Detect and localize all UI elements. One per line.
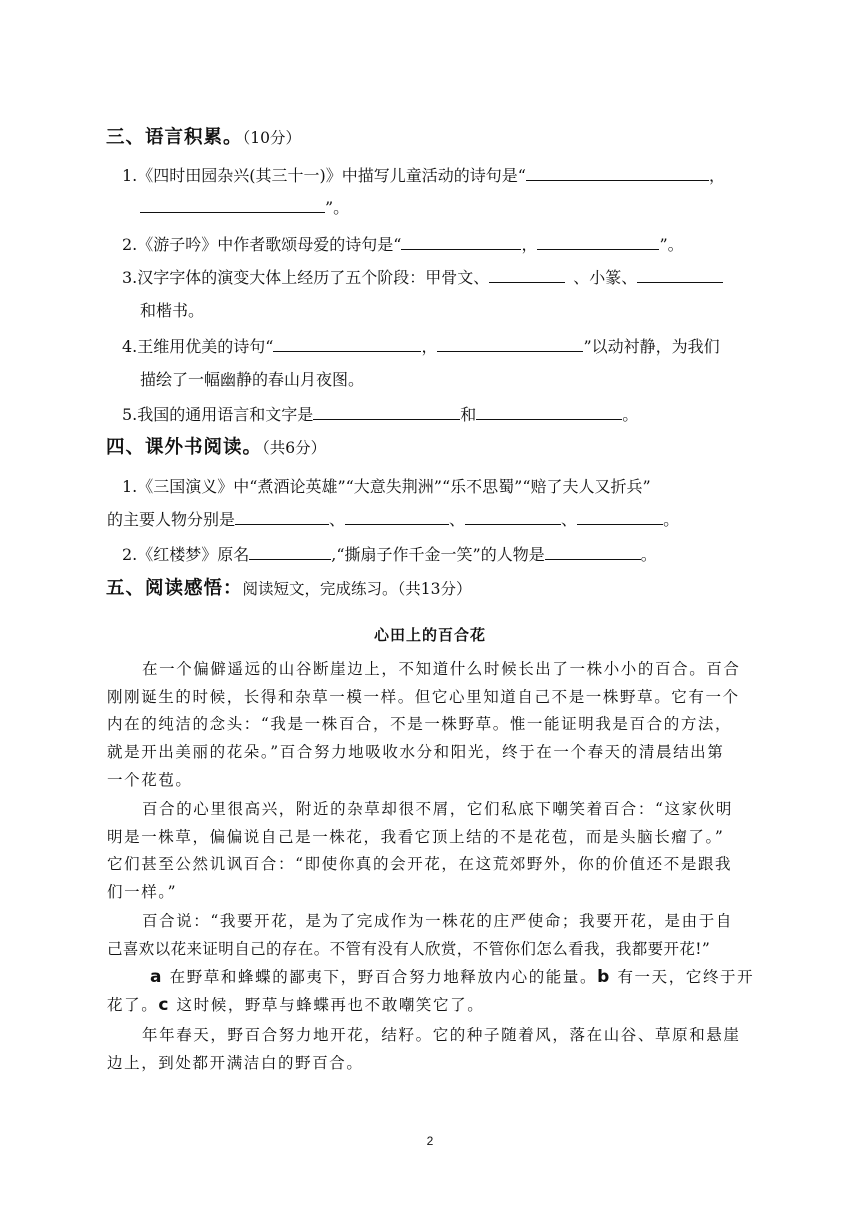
answer-blank[interactable] <box>313 404 460 420</box>
sec3-q1-line2 <box>140 197 349 219</box>
story-line: 百合的心里很高兴，附近的杂草却很不屑，它们私底下嘲笑着百合：“这家伙明 <box>142 800 733 818</box>
sec4-q1-line2 <box>107 509 679 531</box>
story-title: 心田上的百合花 <box>373 626 486 644</box>
sec3-q3-text: 3.汉字字体的演变大体上经历了五个阶段：甲骨文、 <box>122 268 490 287</box>
story-line: 它们甚至公然讥讽百合：“即使你真的会开花，在这荒郊野外，你的价值还不是跟我 <box>107 855 733 873</box>
punctuation: 。 <box>663 510 680 529</box>
answer-blank[interactable] <box>489 267 565 283</box>
sentence-marker-a: a <box>150 967 164 987</box>
sentence-marker-c: c <box>158 995 170 1015</box>
punctuation: ， <box>521 235 538 254</box>
punctuation: 、 <box>561 510 578 529</box>
answer-blank[interactable] <box>637 267 723 283</box>
story-line: 们一样。” <box>107 883 178 901</box>
section-3-heading <box>106 127 301 149</box>
answer-blank[interactable] <box>401 234 521 250</box>
answer-blank[interactable] <box>476 404 622 420</box>
punctuation: ”。 <box>325 198 350 217</box>
sec4-q1-text: 1.《三国演义》中“煮酒论英雄”“大意失荆洲”“乐不思蜀”“赔了夫人又折兵” <box>122 477 651 496</box>
section-5-heading <box>106 578 472 600</box>
answer-blank[interactable] <box>235 509 329 525</box>
story-line: 己喜欢以花来证明自己的存在。不管有没有人欣赏，不管你们怎么看我，我都要开花!” <box>107 940 711 958</box>
section-4-title: 四、课外书阅读。 <box>106 437 263 458</box>
sec3-q1-text: 1.《四时田园杂兴(其三十一)》中描写儿童活动的诗句是“ <box>122 166 526 185</box>
sentence-c: 这时候，野草与蜂蝶再也不敢嘲笑它了。 <box>176 996 485 1014</box>
sentence-b-end: 花了。 <box>107 996 159 1014</box>
punctuation: ， <box>708 166 725 185</box>
answer-blank[interactable] <box>465 509 561 525</box>
punctuation: 。 <box>640 545 657 564</box>
section-5-instructions: 阅读短文，完成练习。（共13分） <box>242 580 472 598</box>
story-line: 内在的纯洁的念头：“我是一株百合，不是一株野草。惟一能证明我是百合的方法， <box>107 715 733 733</box>
answer-blank[interactable] <box>545 544 641 560</box>
story-line: 百合说：“我要开花，是为了完成作为一株花的庄严使命；我要开花，是由于自 <box>142 912 733 930</box>
sec3-q2-text: 2.《游子吟》中作者歌颂母爱的诗句是“ <box>122 235 402 254</box>
answer-blank[interactable] <box>273 336 421 352</box>
sec3-q5-and: 和 <box>460 405 477 424</box>
sec3-q3-line1 <box>122 267 723 289</box>
answer-blank[interactable] <box>345 509 449 525</box>
page-number: 2 <box>426 1134 434 1148</box>
story-line: 年年春天，野百合努力地开花，结籽。它的种子随着风，落在山谷、草原和悬崖 <box>142 1026 741 1044</box>
story-line: 刚刚诞生的时候，长得和杂草一模一样。但它心里知道自己不是一株野草。它有一个 <box>107 688 740 706</box>
sentence-a: 在野草和蜂蝶的鄙夷下，野百合努力地释放内心的能量。 <box>169 968 598 986</box>
punctuation: 、 <box>329 510 346 529</box>
sentence-marker-b: b <box>597 967 611 987</box>
sec3-q4-tail: ”以动衬静，为我们 <box>583 337 720 356</box>
story-line: 明是一株草，偏偏说自己是一株花，我看它顶上结的不是花苞，而是头脑长瘤了。” <box>107 828 725 846</box>
answer-blank[interactable] <box>577 509 663 525</box>
story-line <box>150 966 754 988</box>
answer-blank[interactable] <box>249 544 331 560</box>
section-4-score: （共6分） <box>262 439 327 457</box>
punctuation: ”。 <box>659 235 684 254</box>
sec3-q4-line1 <box>122 336 720 358</box>
sec3-q4-end: 描绘了一幅幽静的春山月夜图。 <box>140 370 365 389</box>
story-line <box>107 994 484 1016</box>
sec3-q4-text: 4.王维用优美的诗句“ <box>122 337 274 356</box>
story-line: 在一个偏僻遥远的山谷断崖边上，不知道什么时候长出了一株小小的百合。百合 <box>142 660 741 678</box>
sec3-q4-line2 <box>140 369 364 391</box>
section-3-score: （10分） <box>242 129 301 147</box>
section-5-title: 五、阅读感悟： <box>106 578 243 599</box>
section-4-heading <box>106 437 326 459</box>
sec4-q2 <box>122 544 657 566</box>
punctuation: ， <box>421 337 438 356</box>
sec4-q2-mid: ,“撕扇子作千金一笑”的人物是 <box>331 545 545 564</box>
sec3-q3-mid: 、小篆、 <box>573 268 638 287</box>
answer-blank[interactable] <box>526 165 709 181</box>
answer-blank[interactable] <box>537 234 659 250</box>
sec4-q1-lead: 的主要人物分别是 <box>107 510 236 529</box>
sentence-b: 有一天，它终于开 <box>617 968 755 986</box>
sec4-q1-line1 <box>122 476 651 498</box>
sec3-q5 <box>122 404 638 426</box>
story-line: 一个花苞。 <box>107 771 193 789</box>
sec3-q5-text: 5.我国的通用语言和文字是 <box>122 405 314 424</box>
sec4-q2-text: 2.《红楼梦》原名 <box>122 545 250 564</box>
answer-blank[interactable] <box>140 197 325 213</box>
story-line: 就是开出美丽的花朵。”百合努力地吸收水分和阳光，终于在一个春天的清晨结出第 <box>107 743 725 761</box>
section-3-title: 三、语言积累。 <box>106 127 243 148</box>
answer-blank[interactable] <box>437 336 583 352</box>
sec3-q3-line2 <box>140 300 204 322</box>
story-line: 边上，到处都开满洁白的野百合。 <box>107 1054 364 1072</box>
punctuation: 、 <box>449 510 466 529</box>
punctuation: 。 <box>622 405 639 424</box>
sec3-q3-end: 和楷书。 <box>140 301 205 320</box>
sec3-q1-line1 <box>122 165 725 187</box>
sec3-q2 <box>122 234 684 256</box>
